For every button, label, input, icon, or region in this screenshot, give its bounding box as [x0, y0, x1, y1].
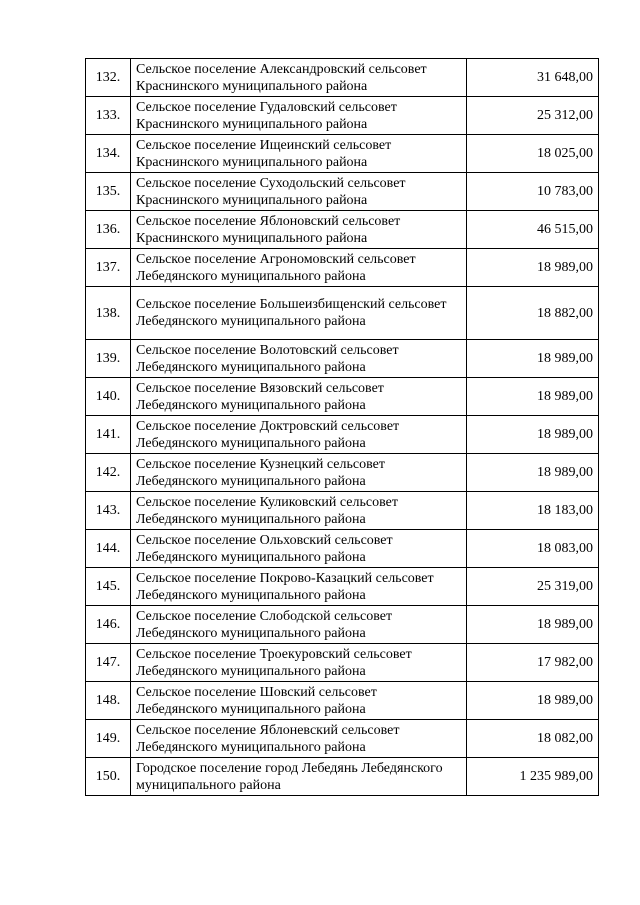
table-row	[86, 758, 599, 796]
table-row	[86, 59, 599, 97]
row-number: 143.	[86, 492, 131, 530]
amount-value: 18 882,00	[467, 287, 599, 340]
table-row	[86, 644, 599, 682]
amount-value: 18 082,00	[467, 720, 599, 758]
row-number: 144.	[86, 530, 131, 568]
settlement-name: Сельское поселение Большеизбищенский сельсовет Лебедянского муниципального района	[131, 287, 467, 340]
table-row	[86, 211, 599, 249]
table-row	[86, 135, 599, 173]
settlement-name: Сельское поселение Гудаловский сельсовет Краснинского муниципального района	[131, 97, 467, 135]
amount-value: 18 083,00	[467, 530, 599, 568]
settlement-name: Сельское поселение Яблоневский сельсовет Лебедянского муниципального района	[131, 720, 467, 758]
amount-value: 31 648,00	[467, 59, 599, 97]
row-number: 137.	[86, 249, 131, 287]
table-row	[86, 682, 599, 720]
table-row	[86, 492, 599, 530]
settlement-name: Сельское поселение Яблоновский сельсовет Краснинского муниципального района	[131, 211, 467, 249]
amount-value: 10 783,00	[467, 173, 599, 211]
row-number: 149.	[86, 720, 131, 758]
amount-value: 18 025,00	[467, 135, 599, 173]
settlement-name: Сельское поселение Ольховский сельсовет Лебедянского муниципального района	[131, 530, 467, 568]
settlement-name: Сельское поселение Агрономовский сельсовет Лебедянского муниципального района	[131, 249, 467, 287]
amount-value: 18 989,00	[467, 249, 599, 287]
row-number: 132.	[86, 59, 131, 97]
amount-value: 1 235 989,00	[467, 758, 599, 796]
amount-value: 46 515,00	[467, 211, 599, 249]
row-number: 148.	[86, 682, 131, 720]
amount-value: 25 319,00	[467, 568, 599, 606]
row-number: 140.	[86, 378, 131, 416]
table-row	[86, 97, 599, 135]
row-number: 147.	[86, 644, 131, 682]
settlement-name: Сельское поселение Троекуровский сельсовет Лебедянского муниципального района	[131, 644, 467, 682]
row-number: 136.	[86, 211, 131, 249]
settlement-name: Сельское поселение Суходольский сельсовет Краснинского муниципального района	[131, 173, 467, 211]
amount-value: 25 312,00	[467, 97, 599, 135]
table-row	[86, 606, 599, 644]
amount-value: 18 989,00	[467, 416, 599, 454]
amount-value: 18 989,00	[467, 682, 599, 720]
amount-value: 18 989,00	[467, 454, 599, 492]
table-row	[86, 378, 599, 416]
table-row	[86, 720, 599, 758]
row-number: 139.	[86, 340, 131, 378]
row-number: 150.	[86, 758, 131, 796]
settlement-name: Сельское поселение Шовский сельсовет Лебедянского муниципального района	[131, 682, 467, 720]
settlement-name: Сельское поселение Вязовский сельсовет Лебедянского муниципального района	[131, 378, 467, 416]
table-row	[86, 249, 599, 287]
row-number: 141.	[86, 416, 131, 454]
budget-table-body	[86, 59, 599, 796]
settlement-name: Сельское поселение Волотовский сельсовет Лебедянского муниципального района	[131, 340, 467, 378]
settlement-name: Сельское поселение Ищеинский сельсовет Краснинского муниципального района	[131, 135, 467, 173]
table-row	[86, 173, 599, 211]
amount-value: 18 989,00	[467, 378, 599, 416]
table-row	[86, 416, 599, 454]
row-number: 145.	[86, 568, 131, 606]
amount-value: 18 183,00	[467, 492, 599, 530]
settlement-name: Городское поселение город Лебедянь Лебедянского муниципального района	[131, 758, 467, 796]
amount-value: 18 989,00	[467, 606, 599, 644]
settlement-name: Сельское поселение Александровский сельсовет Краснинского муниципального района	[131, 59, 467, 97]
row-number: 133.	[86, 97, 131, 135]
settlement-name: Сельское поселение Куликовский сельсовет Лебедянского муниципального района	[131, 492, 467, 530]
row-number: 142.	[86, 454, 131, 492]
amount-value: 18 989,00	[467, 340, 599, 378]
table-row	[86, 454, 599, 492]
row-number: 135.	[86, 173, 131, 211]
settlement-name: Сельское поселение Покрово-Казацкий сельсовет Лебедянского муниципального района	[131, 568, 467, 606]
budget-table	[85, 58, 599, 796]
table-row	[86, 530, 599, 568]
settlement-name: Сельское поселение Кузнецкий сельсовет Лебедянского муниципального района	[131, 454, 467, 492]
row-number: 134.	[86, 135, 131, 173]
row-number: 138.	[86, 287, 131, 340]
settlement-name: Сельское поселение Доктровский сельсовет Лебедянского муниципального района	[131, 416, 467, 454]
table-row	[86, 340, 599, 378]
amount-value: 17 982,00	[467, 644, 599, 682]
table-row	[86, 568, 599, 606]
settlement-name: Сельское поселение Слободской сельсовет Лебедянского муниципального района	[131, 606, 467, 644]
row-number: 146.	[86, 606, 131, 644]
table-row	[86, 287, 599, 340]
